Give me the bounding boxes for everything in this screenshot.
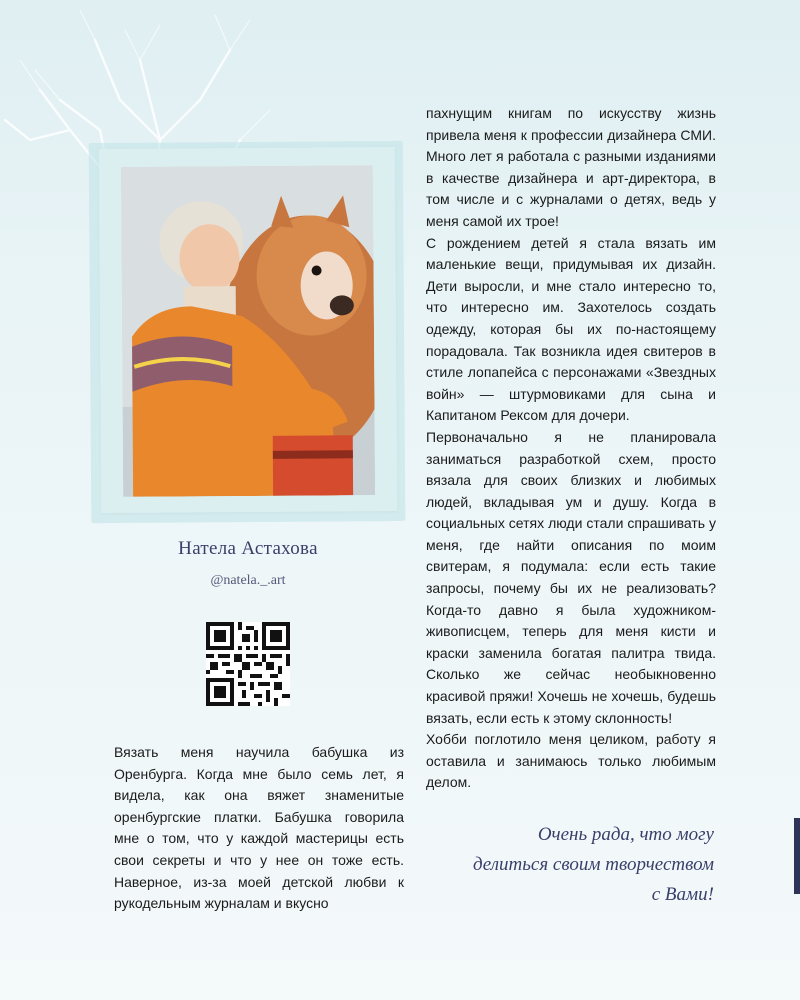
author-handle[interactable]: @natela._.art — [210, 573, 286, 588]
paragraph-2: С рождением детей я стала вязать им маленькие вещи, придумывая их дизайн. Дети выросли, и мне стало интересно то, что интересно им. Захотелось создать одежду, которая бы их по-настоящему порадовала. Так возникла идея свитеров в стиле лопапейса с персонажами «Звездных войн» — штурмовиками для сына и Капитаном Рексом для дочери. — [426, 234, 716, 424]
author-name: Натела Астахова — [178, 538, 318, 559]
left-paragraph: Вязать меня научила бабушка из Оренбурга. Когда мне было семь лет, я видела, как она вяжет знаменитые оренбургские платки. Бабушка говорила мне о том, что у каждой мастерицы есть свои секреты и что у нее он тоже есть. Наверное, из-за моей детской любви к рукодельным журналам и вкусно — [114, 744, 404, 912]
intro-paragraph — [114, 742, 404, 915]
author-photo — [121, 165, 375, 497]
closing-quote — [418, 820, 714, 910]
paragraph-4: Хобби поглотило меня целиком, работу я оставила и занимаюсь только любимым делом. — [426, 731, 716, 791]
paragraph-3: Первоначально я не планировала заниматься разработкой схем, просто вязала для своих близких и любимых людей, вкладывая ум и душу. Когда в социальных сетях люди стали спрашивать у меня, где найти описания по моим свитерам, я подумала: если есть такие запросы, почему бы их не реализовать? Когда-то давно я была художником-живописцем, теперь для меня кисти и краски заменила богатая палитра твида. Сколько же сейчас необыкновенно красивой пряжи! Хочешь не хочешь, будешь вязать, если есть к этому склонность! — [426, 428, 716, 726]
quote-line-1: Очень рада, что могу — [537, 824, 714, 845]
page-side-tab — [794, 818, 800, 894]
paragraph-1: пахнущим книгам по искусству жизнь привела меня к профессии дизайнера СМИ. Много лет я работала с разными изданиями в качестве дизайнера и арт-директора, в том числе и с журналами о детях, ведь у меня самой их трое! — [426, 105, 716, 229]
quote-line-2: делиться своим творчеством — [472, 854, 714, 875]
photo-frame — [99, 147, 398, 513]
main-text-column — [426, 103, 716, 794]
qr-code-icon[interactable] — [206, 622, 290, 706]
quote-line-3: с Вами! — [651, 884, 714, 905]
